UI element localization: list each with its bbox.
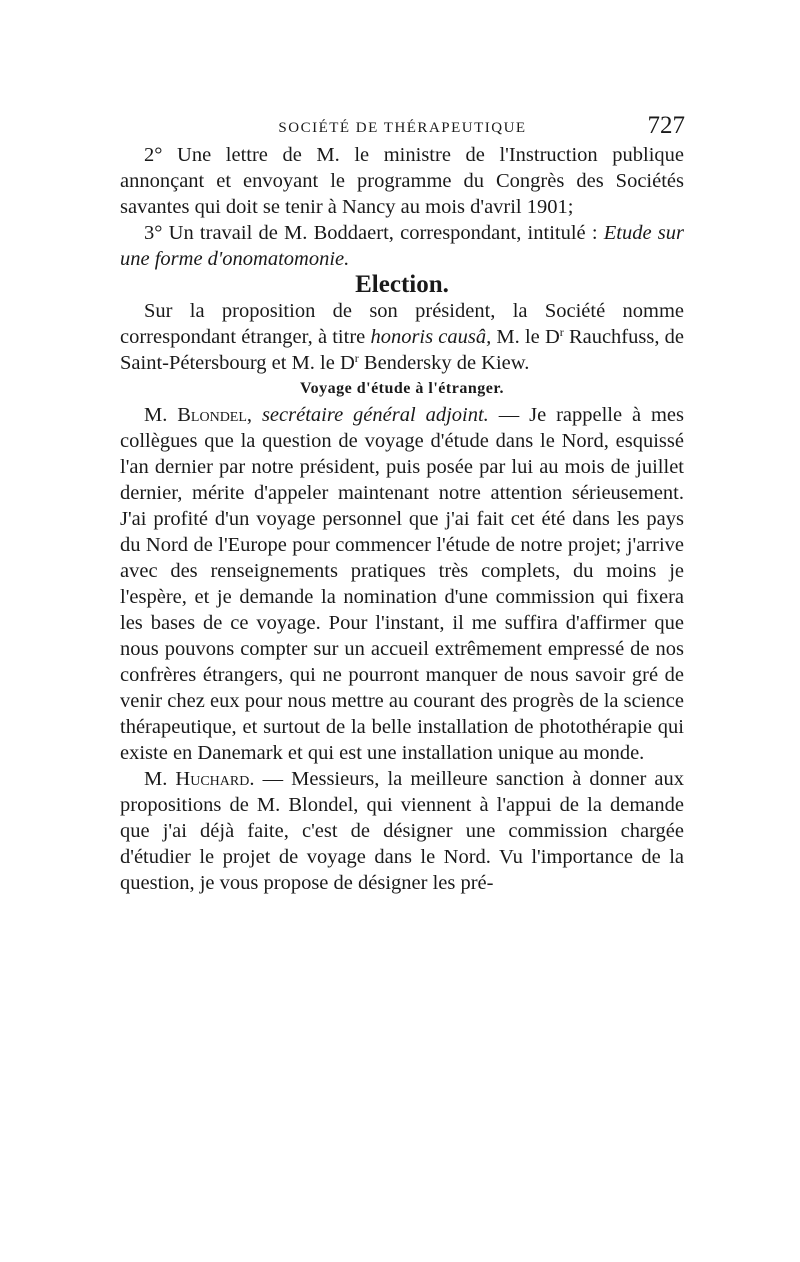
list-item-3: 3° Un travail de M. Boddaert, correspondant, intitulé : Etude sur une forme d'onomatomonie. [120, 222, 684, 270]
running-title: SOCIÉTÉ DE THÉRAPEUTIQUE [278, 120, 527, 136]
blondel-paragraph: M. Blondel, secrétaire général adjoint. — Je rappelle à mes collègues que la question de voyage d'étude dans le Nord, esquissé l'an dernier par notre président, puis posée par lui au mois de juillet dernier, mérite d'appeler maintenant notre attention sérieusement. J'ai profité d'un voyage personnel que j'ai fait cet été dans les pays du Nord de l'Europe pour commencer l'étude de notre projet; j'arrive avec des renseignements pratiques très complets, du moins je l'espère, et je demande la nomination d'une commission qui fixera les bases de ce voyage. Pour l'instant, il me suffira d'affirmer que nous pouvons compter sur un accueil extrêmement empressé de nos confrères étrangers, qui ne pourront manquer de nous savoir gré de venir chez eux pour nous mettre au courant des progrès de la science thérapeutique, et surtout de la belle installation de photothérapie qui existe en Danemark et qui est une installation unique au monde. [120, 404, 685, 764]
page-number: 727 [647, 112, 685, 139]
section-title-election: Election. [355, 271, 449, 298]
list-item-2: 2° Une lettre de M. le ministre de l'Instruction publique annonçant et envoyant le programme du Congrès des Sociétés savantes qui doit se tenir à Nancy au mois d'avril 1901; [120, 144, 684, 218]
subsection-title-voyage: Voyage d'étude à l'étranger. [300, 380, 504, 397]
huchard-paragraph: M. Huchard. — Messieurs, la meilleure sanction à donner aux propositions de M. Blondel, qui viennent à l'appui de la demande que j'ai déjà faite, c'est de désigner une commission chargée d'étudier le projet de voyage dans le Nord. Vu l'importance de la question, je vous propose de désigner les pré- [120, 768, 684, 894]
speaker-huchard: M. Huchard. [144, 768, 255, 790]
election-paragraph: Sur la proposition de son président, la Société nomme correspondant étranger, à titre honoris causâ, M. le $D^r$ Rauchfuss, de Saint-Pétersbourg et M. le $D^r$ Bendersky de Kiew. [120, 300, 685, 374]
body-text [120, 142, 684, 896]
speaker-blondel: M. Blondel, [144, 404, 253, 426]
speaker-role: secrétaire général adjoint. [261, 404, 489, 426]
work-title: Etude sur une forme d'onomatomonie. [120, 222, 684, 270]
running-head [120, 112, 685, 142]
